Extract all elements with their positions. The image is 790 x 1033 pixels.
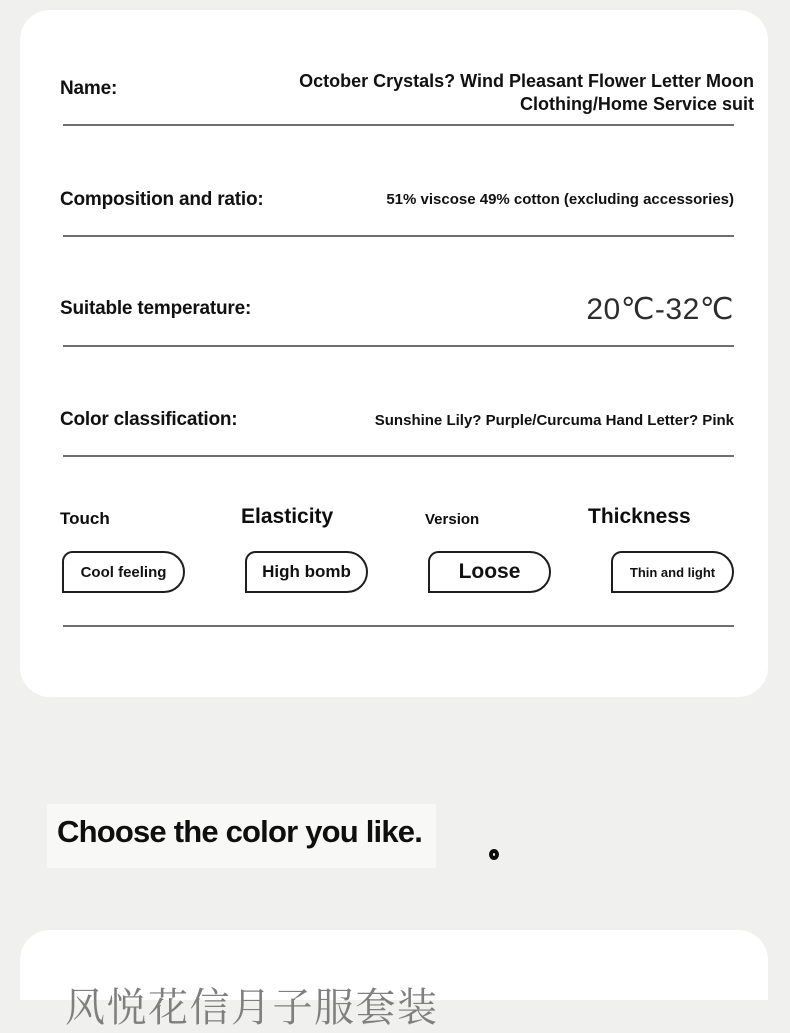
elasticity-value-pill: High bomb — [245, 551, 368, 593]
divider — [63, 124, 734, 126]
divider — [63, 235, 734, 237]
divider — [63, 345, 734, 347]
name-label: Name: — [60, 78, 118, 99]
color-classification-value: Sunshine Lily? Purple/Curcuma Hand Letter? Pink — [374, 412, 734, 429]
version-value-pill: Loose — [428, 551, 551, 593]
thickness-value-pill: Thin and light — [611, 551, 734, 593]
name-value — [299, 70, 754, 116]
temperature-value: 20℃-32℃ — [586, 293, 734, 326]
color-classification-label: Color classification: — [60, 409, 238, 430]
temperature-label: Suitable temperature: — [60, 298, 252, 319]
composition-value: 51% viscose 49% cotton (excluding accessories) — [386, 191, 734, 208]
name-value-line1: October Crystals? Wind Pleasant Flower Letter Moon — [299, 71, 754, 91]
bottom-card — [20, 930, 768, 1030]
composition-label: Composition and ratio: — [60, 189, 264, 210]
touch-label: Touch — [60, 509, 110, 528]
touch-value-pill: Cool feeling — [62, 551, 185, 593]
circle-outline-icon — [489, 849, 499, 860]
product-spec-card — [20, 10, 768, 697]
divider — [63, 455, 734, 457]
thickness-label: Thickness — [588, 505, 691, 528]
divider — [63, 625, 734, 627]
elasticity-label: Elasticity — [241, 505, 334, 528]
chinese-product-title: 风悦花信月子服套装 — [65, 986, 439, 1030]
version-label: Version — [425, 511, 480, 528]
choose-color-heading: Choose the color you like. — [47, 804, 436, 868]
name-value-line2: Clothing/Home Service suit — [519, 94, 754, 114]
